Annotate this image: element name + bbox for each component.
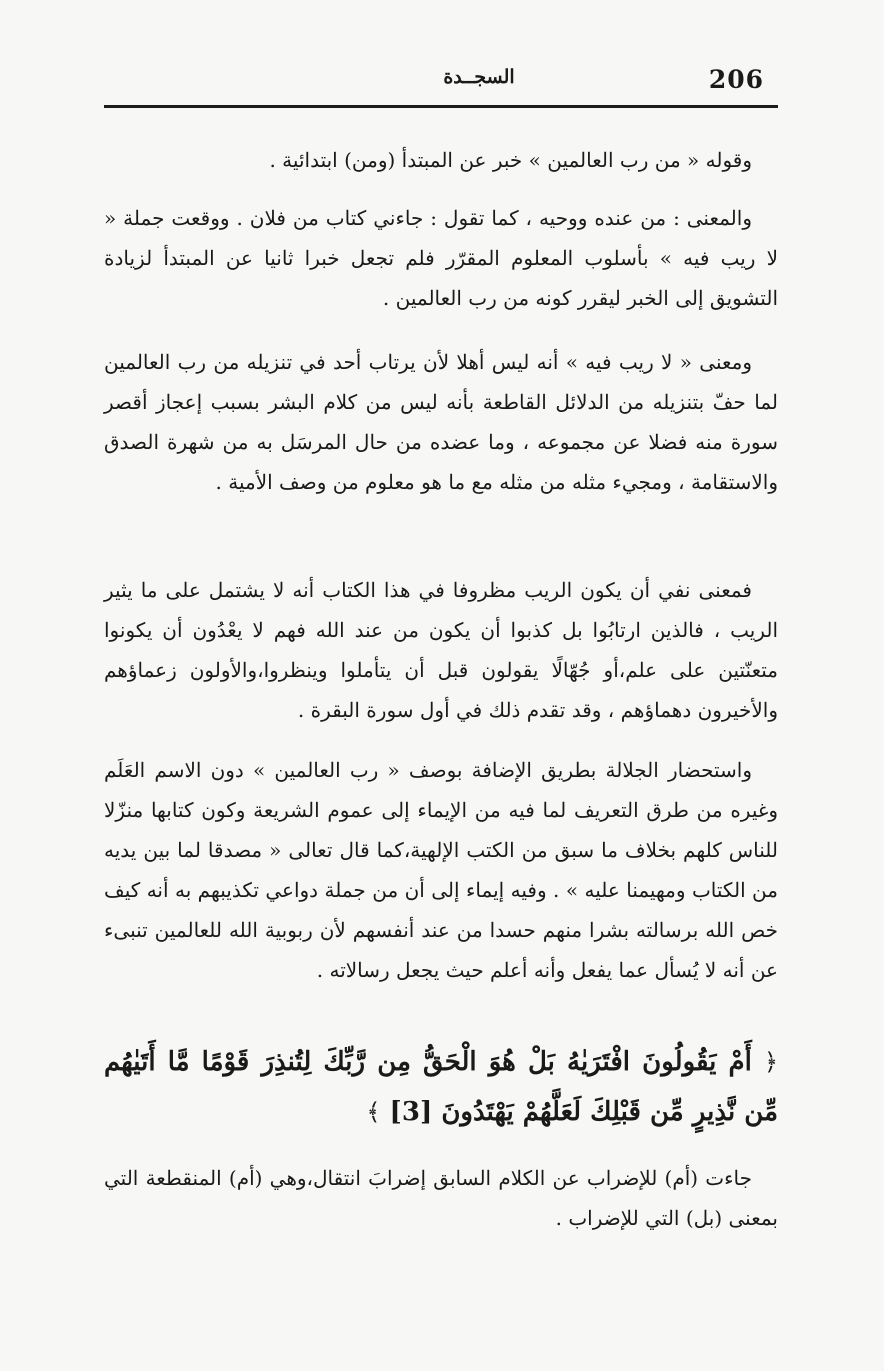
verse-text: أَمْ يَقُولُونَ افْتَرَيٰهُ بَلْ هُوَ الْحَقُّ مِن رَّبِّكَ لِتُنذِرَ قَوْمًا مَّا أَتَيٰهُم مِّن نَّذِيرٍ مِّن قَبْلِكَ لَعَلَّهُمْ يَهْتَدُونَ <box>104 1047 778 1127</box>
running-title: السجــدة <box>443 66 515 88</box>
paragraph-3: ومعنى « لا ريب فيه » أنه ليس أهلا لأن يرتاب أحد في تنزيله من رب العالمين لما حفّ بتنزيله من الدلائل القاطعة بأنه ليس من كلام البشر بسبب إعجاز أقصر سورة منه فضلا عن مجموعه ، وما عضده من حال المرسَل به من شهرة الصدق والاستقامة ، ومجيء مثله من مثله مع ما هو معلوم من وصف الأمية . <box>104 350 778 494</box>
page-number: 206 <box>708 65 764 94</box>
paragraph-4: فمعنى نفي أن يكون الريب مظروفا في هذا الكتاب أنه لا يشتمل على ما يثير الريب ، فالذين ارتابُوا بل كذبوا أن يكون من عند الله فهم لا يعْدُون أن يكونوا متعنّتين على علم،أو جُهّالًا يقولون قبل أن يتأملوا وينظروا،والأولون زعماؤهم والأخيرون دهماؤهم ، وقد تقدم ذلك في أول سورة البقرة . <box>104 578 778 722</box>
verse-number: [3] <box>389 1097 433 1127</box>
verse-close-ornament: ﴾ <box>366 1098 381 1126</box>
paragraph-5: واستحضار الجلالة بطريق الإضافة بوصف « رب العالمين » دون الاسم العَلَم وغيره من طرق التعريف لما فيه من الإيماء إلى عموم الشريعة وكون كتابها منزّلا للناس كلهم بخلاف ما سبق من الكتب الإلهية،كما قال تعالى « مصدقا لما بين يديه من الكتاب ومهيمنا عليه » . وفيه إيماء إلى أن من جملة دواعي تكذيبهم به أنه كيف خص الله برسالته بشرا منهم حسدا من عند أنفسهم لأن ربوبية الله للعالمين تنبىء عن أنه لا يُسأل عما يفعل وأنه أعلم حيث يجعل رسالاته . <box>104 758 778 982</box>
page-header <box>104 60 778 108</box>
closing-paragraph: جاءت (أم) للإضراب عن الكلام السابق إضرابَ انتقال،وهي (أم) المنقطعة التي بمعنى (بل) التي للإضراب . <box>104 1166 778 1230</box>
paragraph-1: وقوله « من رب العالمين » خبر عن المبتدأ (ومن) ابتدائية . <box>269 148 752 172</box>
verse-open-ornament: ﴿ <box>763 1048 778 1076</box>
paragraph-2: والمعنى : من عنده ووحيه ، كما تقول : جاءني كتاب من فلان . ووقعت جملة « لا ريب فيه » بأسلوب المعلوم المقرّر فلم تجعل خبرا ثانيا عن المبتدأ لزيادة التشويق إلى الخبر ليقرر كونه من رب العالمين . <box>104 206 778 310</box>
page-body <box>104 140 778 1320</box>
quran-verse <box>104 1037 778 1137</box>
header-rule <box>104 105 778 108</box>
